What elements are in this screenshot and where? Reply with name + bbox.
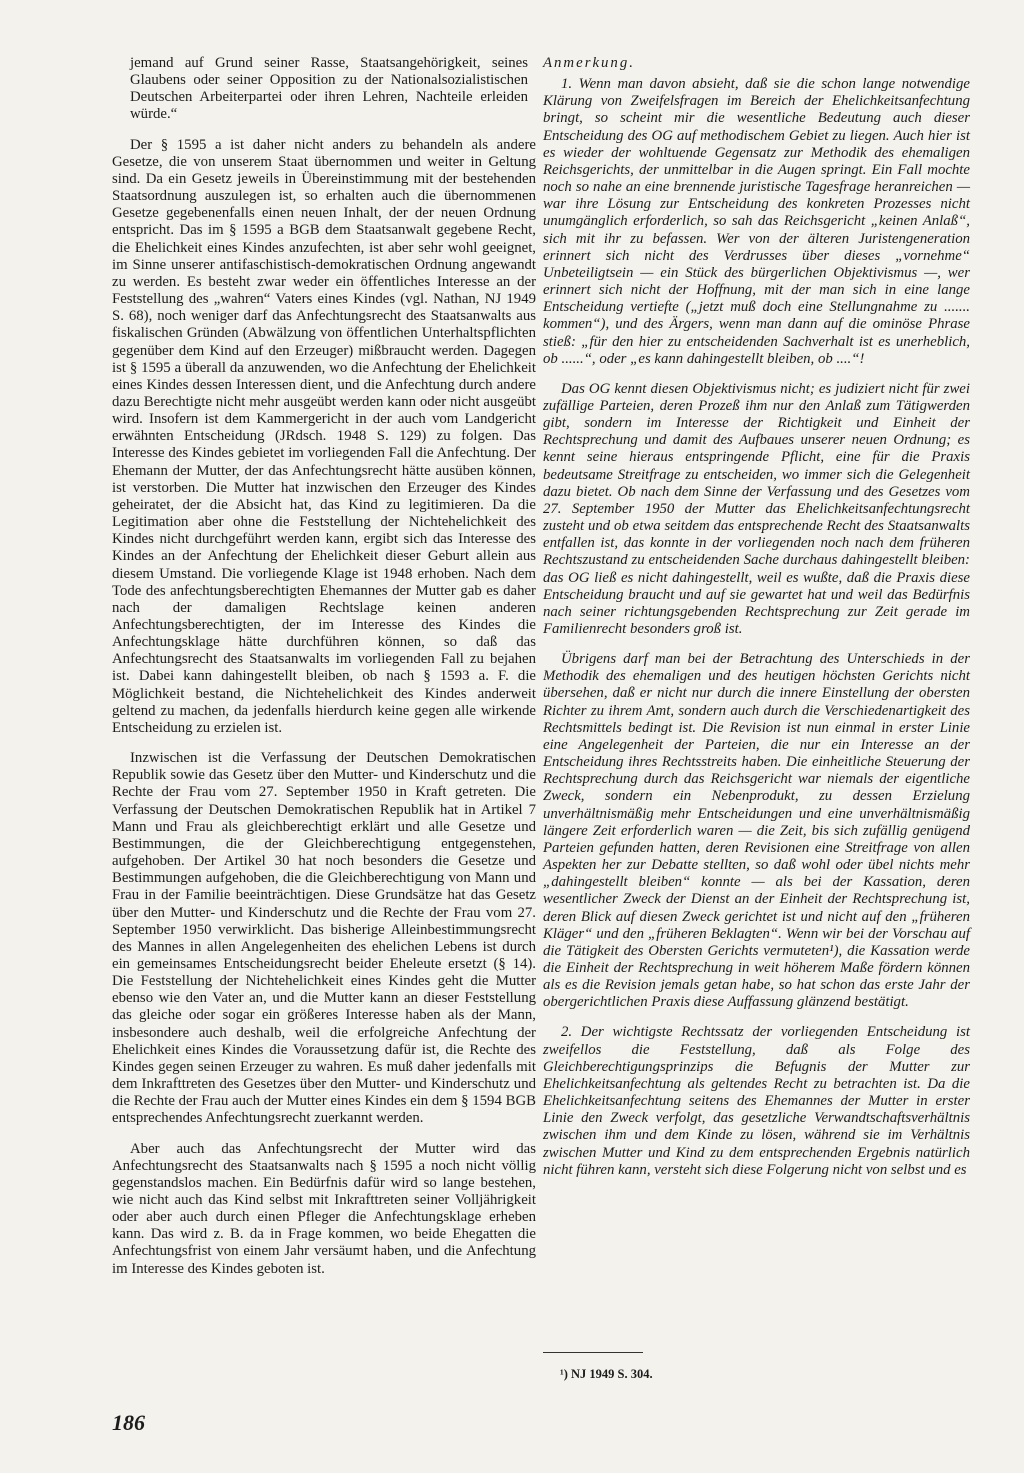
footnote-rule (543, 1352, 643, 1353)
annotation-paragraph-4: 2. Der wichtigste Rechtssatz der vorliegenden Entscheidung ist zweifellos die Feststellung, daß als Folge des Gleichberechtigungsprinzips die Befugnis der Mutter zur Ehelichkeitsanfechtung als geltendes Recht zu betrachten ist. Da die Ehelichkeitsanfechtung seitens des Ehemannes der Mutter in erster Linie den Zweck verfolgt, das gesetzliche Verwandtschaftsverhältnis zwischen ihm und dem Kinde zu lösen, während sie im Verhältnis zwischen Mutter und Kind zu dem entsprechenden Ergebnis natürlich nicht führen kann, versteht sich diese Folgerung nicht von selbst und es (543, 1024, 970, 1178)
quote-paragraph: jemand auf Grund seiner Rasse, Staatsangehörigkeit, seines Glaubens oder seiner Opposition zu der Nationalsozialistischen Deutschen Arbeiterpartei oder ihren Lehren, Nachteile erleiden würde.“ (130, 55, 528, 123)
annotation-paragraph-3: Übrigens darf man bei der Betrachtung des Unterschieds in der Methodik des ehemaligen und des heutigen höchsten Gerichts nicht übersehen, daß er nicht nur durch die innere Einstellung der obersten Richter zu ihrem Amt, sondern auch durch die Verschiedenartigkeit des Rechtsmittels bedingt ist. Die Revision ist nun einmal in erster Linie eine Angelegenheit der Parteien, die nur ein Interesse an der Entscheidung ihres Rechtsstreits haben. Die einheitliche Steuerung der Rechtsprechung durch das Reichsgericht war niemals der eigentliche Zweck, sondern ein Nebenprodukt, zu dessen Erzielung unverhältnismäßig mehr Entscheidungen und eine unverhältnismäßig längere Zeit erforderlich waren — die Zeit, bis sich zufällig genügend Parteien gefunden hatten, deren Revisionen eine Streitfrage von allen Aspekten her zur Debatte stellten, so daß wohl oder übel nichts mehr „dahingestellt bleiben“ konnte — als bei der Kassation, deren wesentlicher Zweck der Dienst an der Einheit der Rechtsprechung ist, deren Blick auf diesen Zweck gerichtet ist und nicht auf den „früheren Kläger“ und den „früheren Beklagten“. Wenn wir bei der Vorschau auf die Tätigkeit des Obersten Gerichts vermuteten¹), die Kassation werde die Einheit der Rechtsprechung in weit höherem Maße fördern können als es die Revision jemals getan habe, so hat schon das erste Jahr der obergerichtlichen Praxis diese Auffassung glänzend bestätigt. (543, 651, 970, 1011)
annotation-heading: Anmerkung. (543, 55, 635, 71)
right-column (543, 55, 970, 1192)
page-number: 186 (112, 1410, 145, 1435)
body-paragraph-1: Der § 1595 a ist daher nicht anders zu behandeln als andere Gesetze, die von unserem Staat übernommen und weiter in Geltung sind. Da ein Gesetz jeweils in Übereinstimmung mit der bestehenden Staatsordnung auszulegen ist, so erhalten auch die übernommenen Gesetze gegebenenfalls einen neuen Inhalt, der der neuen Ordnung entspricht. Das im § 1595 a BGB dem Staatsanwalt gegebene Recht, die Ehelichkeit eines Kindes anzufechten, ist aber sehr wohl geeignet, im Sinne unserer antifaschistisch-demokratischen Ordnung angewandt zu werden. Es besteht zwar weder ein öffentliches Interesse an der Feststellung des „wahren“ Vaters eines Kindes (vgl. Nathan, NJ 1949 S. 68), noch weniger darf das Anfechtungsrecht des Staatsanwalts aus fiskalischen Gründen (Abwälzung von öffentlichen Unterhaltspflichten gegenüber dem Kind auf den Erzeuger) mißbraucht werden. Dagegen ist § 1595 a überall da anzuwenden, wo die Anfechtung der Ehelichkeit eines Kindes dessen Interessen dient, und die Anfechtung durch andere dazu Berechtigte nicht mehr ausgeübt werden kann oder nicht ausgeübt wird. Insofern ist dem Kammergericht in der auch vom Landgericht erwähnten Entscheidung (JRdsch. 1948 S. 129) zu folgen. Das Interesse des Kindes gebietet im vorliegenden Fall die Anfechtung. Der Ehemann der Mutter, der das Anfechtungsrecht hätte ausüben können, ist verstorben. Die Mutter hat inzwischen den Erzeuger des Kindes geheiratet, der die Absicht hat, das Kind zu legitimieren. Da die Legitimation aber ohne die Feststellung der Nichtehelichkeit des Kindes nicht durchgeführt werden kann, ergibt sich das Interesse des Kindes an der Anfechtung der Ehelichkeit dieser Geburt allein aus diesem Umstand. Die vorliegende Klage ist 1948 erhoben. Nach dem Tode des anfechtungsberechtigten Ehemannes der Mutter gab es daher nach der damaligen Rechtslage keinen anderen Anfechtungsberechtigten, der im Interesse des Kindes die Anfechtungsklage hätte durchführen können, so daß das Anfechtungsrecht des Staatsanwalts im vorliegenden Fall zu bejahen ist. Dabei kann dahingestellt bleiben, ob nach § 1593 a. F. die Möglichkeit bestand, die Nichtehelichkeit des Kindes anderweit geltend zu machen, da jedenfalls hierdurch keine gegen alle wirkende Entscheidung zu erzielen ist. (112, 136, 536, 736)
body-paragraph-2: Inzwischen ist die Verfassung der Deutschen Demokratischen Republik sowie das Gesetz über den Mutter- und Kinderschutz und die Rechte der Frau vom 27. September 1950 in Kraft getreten. Die Verfassung der Deutschen Demokratischen Republik hat in Artikel 7 Mann und Frau als gleichberechtigt erklärt und alle Gesetze und Bestimmungen, die der Gleichberechtigung entgegenstehen, aufgehoben. Der Artikel 30 hat noch besonders die Gesetze und Bestimmungen aufgehoben, die die Gleichberechtigung von Mann und Frau in der Familie beeinträchtigen. Diese Grundsätze hat das Gesetz über den Mutter- und Kinderschutz und die Rechte der Frau vom 27. September 1950 verwirklicht. Das bisherige Alleinbestimmungsrecht des Mannes in allen Angelegenheiten des ehelichen Lebens ist durch ein gemeinsames Entscheidungsrecht beider Eheleute ersetzt (§ 14). Die Feststellung der Nichtehelichkeit eines Kindes geht die Mutter ebenso wie den Vater an, und die Mutter kann an dieser Feststellung das gleiche oder sogar ein größeres Interesse haben als der Mann, insbesondere auch deshalb, weil die erfolgreiche Anfechtung der Ehelichkeit eines Kindes die Voraussetzung dafür ist, die Rechte des Kindes gegen seinen Erzeuger zu wahren. Es muß daher jedenfalls mit dem Inkrafttreten des Gesetzes über den Mutter- und Kinderschutz und die Rechte der Frau auch der Mutter eines Kindes ein dem § 1594 BGB entsprechendes Anfechtungsrecht zuerkannt werden. (112, 750, 536, 1127)
body-paragraph-3: Aber auch das Anfechtungsrecht der Mutter wird das Anfechtungsrecht des Staatsanwalts nach § 1595 a noch nicht völlig gegenstandslos machen. Ein Bedürfnis dafür wird so lange bestehen, wie nicht auch das Kind selbst mit Inkrafttreten seiner Volljährigkeit oder aber auch durch einen Pfleger die Anfechtungsklage erheben kann. Das wird z. B. da in Frage kommen, wo beide Ehegatten die Anfechtungsfrist von einem Jahr versäumt haben, und die Anfechtung im Interesse des Kindes geboten ist. (112, 1140, 536, 1277)
annotation-paragraph-2: Das OG kennt diesen Objektivismus nicht; es judiziert nicht für zwei zufällige Parteien, deren Prozeß ihm nur den Anlaß zum Tätigwerden gibt, sondern im Interesse der Richtigkeit und Einheit der Rechtsprechung und damit des Aufbaues unserer neuen Ordnung; es kennt seine hieraus entspringende Pflicht, eine für die Praxis bedeutsame Streitfrage zu entscheiden, wo immer sich die Gelegenheit dazu bietet. Ob nach dem Sinne der Verfassung und des Gesetzes vom 27. September 1950 der Mutter das Ehelichkeitsanfechtungsrecht zusteht und ob etwa seitdem das entsprechende Recht des Staatsanwalts entfallen ist, das konnte in der vorliegenden noch nach dem früheren Rechtszustand zu entscheidenden Sache durchaus dahingestellt bleiben: das OG ließ es nicht dahingestellt, weil es wußte, daß die Praxis diese Entscheidung braucht und auf sie gewartet hat und weil das Bedürfnis nach seiner richtungsgebenden Rechtsprechung zur Zeit gerade im Familienrecht besonders groß ist. (543, 380, 970, 637)
footnote: ¹) NJ 1949 S. 304. (560, 1367, 653, 1381)
annotation-paragraph-1: 1. Wenn man davon absieht, daß sie die schon lange notwendige Klärung von Zweifelsfragen im Bereich der Ehelichkeitsanfechtung bringt, so scheint mir die wesentliche Bedeutung auch dieser Entscheidung des OG auf methodischem Gebiet zu liegen. Auch hier ist es wieder der wohltuende Gegensatz zur Methodik des ehemaligen Reichsgerichts, der unmittelbar in die Augen springt. Ein Fall mochte noch so nahe an eine brennende juristische Tagesfrage heranreichen — war ihre Lösung zur Entscheidung des konkreten Prozesses nicht unumgänglich erforderlich, so sah das Reichsgericht „keinen Anlaß“, sich mit ihr zu befassen. Wer von der älteren Juristengeneration erinnert sich nicht des Verdrusses über dieses „vornehme“ Unbeteiligtsein — ein Stück des bürgerlichen Objektivismus —, wer erinnert sich nicht der Hoffnung, mit der man sich in eine lange Entscheidung vertiefte („jetzt muß doch eine Stellungnahme zu ....... kommen“), und des Ärgers, wenn man dann auf die ominöse Phrase stieß: „für den hier zu entscheidenden Sachverhalt ist es unerheblich, ob ......“, oder „es kann dahingestellt bleiben, ob ....“! (543, 76, 970, 367)
left-column (112, 55, 536, 1291)
